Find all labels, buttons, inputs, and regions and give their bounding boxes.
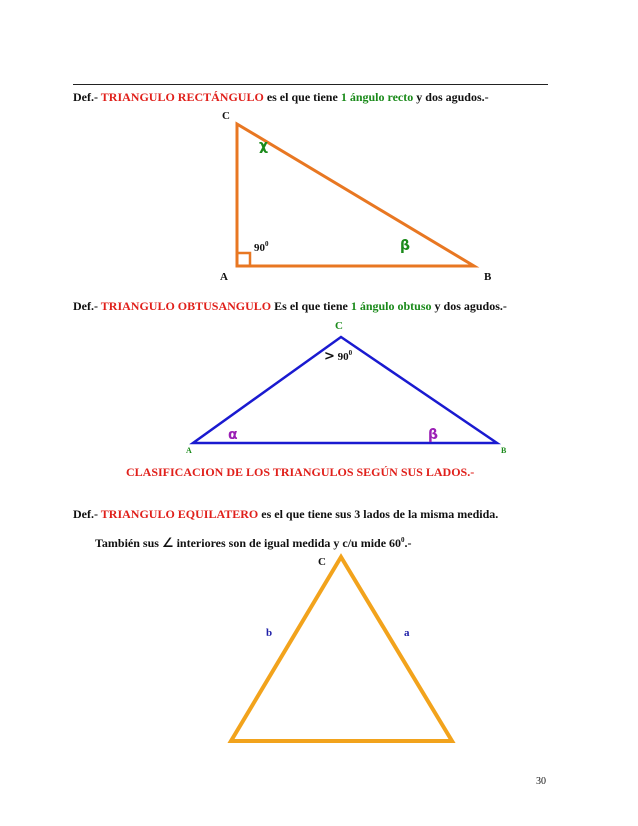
angle-chi-label: χ <box>259 138 269 154</box>
term-right-triangle: TRIANGULO RECTÁNGULO <box>100 90 264 104</box>
angle-beta-label: β <box>400 238 411 254</box>
vertex-a-label: A <box>220 271 228 283</box>
angle-90-label: $90^0$ <box>254 240 269 254</box>
side-b-label: b <box>266 627 273 639</box>
page-number: 30 <box>536 776 546 787</box>
def-text: y dos agudos.- <box>434 299 507 313</box>
angle-gt90-label: > $90^0$ <box>324 349 353 364</box>
def-prefix: Def.- <box>73 299 98 313</box>
highlight-obtuse-angle: 1 ángulo obtuso <box>350 299 432 313</box>
right-triangle <box>237 124 474 266</box>
angle-beta-label: β <box>428 427 439 443</box>
def-prefix: Def.- <box>73 90 98 104</box>
note-text: .- <box>404 536 412 550</box>
def-equilateral-triangle <box>73 507 498 522</box>
note-text: También sus <box>95 536 159 550</box>
def-text: es el que tiene <box>266 90 338 104</box>
equilateral-angles-note <box>95 536 412 551</box>
degree-sup: 0 <box>401 536 405 544</box>
def-text: Es el que tiene <box>274 299 348 313</box>
def-obtuse-triangle <box>73 299 507 314</box>
vertex-c-label: C <box>318 556 326 568</box>
section-heading-sides: CLASIFICACION DE LOS TRIANGULOS SEGÚN SUS LADOS.- <box>126 465 475 479</box>
def-text: y dos agudos.- <box>416 90 489 104</box>
right-angle-marker <box>237 253 250 266</box>
highlight-right-angle: 1 ángulo recto <box>340 90 414 104</box>
note-text: interiores son de igual medida y c/u mide 60 <box>176 536 402 550</box>
vertex-c-label: C <box>335 320 343 332</box>
side-a-label: a <box>404 627 410 639</box>
angle-symbol-icon: ∠ <box>161 536 174 551</box>
def-text: es el que tiene sus 3 lados de la misma medida. <box>261 507 499 521</box>
angle-alpha-label: α <box>228 427 238 443</box>
vertex-b-label: B <box>501 446 507 455</box>
vertex-b-label: B <box>484 271 492 283</box>
def-prefix: Def.- <box>73 507 98 521</box>
vertex-c-label: C <box>222 110 230 122</box>
vertex-a-label: A <box>186 446 192 455</box>
term-equilateral-triangle: TRIANGULO EQUILATERO <box>100 507 259 521</box>
equilateral-triangle <box>231 557 452 741</box>
term-obtuse-triangle: TRIANGULO OBTUSANGULO <box>100 299 272 313</box>
